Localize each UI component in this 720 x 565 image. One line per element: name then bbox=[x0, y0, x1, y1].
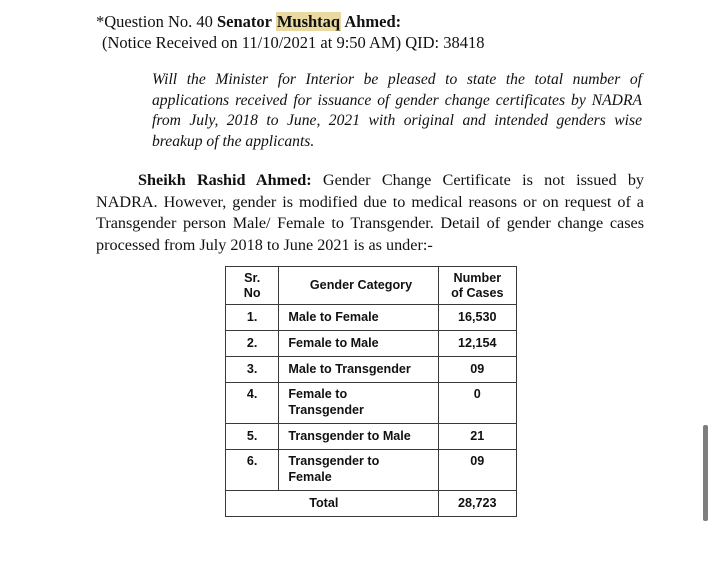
row-cases: 21 bbox=[438, 424, 516, 450]
row-category-line1: Female to bbox=[288, 387, 348, 401]
table-body bbox=[226, 305, 517, 517]
table-row bbox=[226, 331, 517, 357]
quoted-question: Will the Minister for Interior be pleased to state the total number of applications received for issuance of gender change certificates by NADRA from July, 2018 to June, 2021 with original and intended genders wise breakup of the applicants. bbox=[152, 71, 642, 150]
row-sr: 2. bbox=[226, 331, 279, 357]
table-row bbox=[226, 305, 517, 331]
row-category bbox=[279, 450, 438, 491]
header-number-of-cases bbox=[438, 267, 516, 305]
row-sr: 1. bbox=[226, 305, 279, 331]
question-header bbox=[96, 11, 636, 53]
senator-name-suffix: Ahmed: bbox=[341, 12, 402, 31]
row-cases: 0 bbox=[438, 383, 516, 424]
answer-speaker: Sheikh Rashid Ahmed: bbox=[138, 171, 312, 189]
row-cases: 16,530 bbox=[438, 305, 516, 331]
total-cases: 28,723 bbox=[438, 491, 516, 517]
table-head bbox=[226, 267, 517, 305]
row-cases: 09 bbox=[438, 357, 516, 383]
question-number: *Question No. 40 bbox=[96, 12, 217, 31]
row-category-line2: Transgender bbox=[288, 402, 364, 417]
row-category: Female to Male bbox=[279, 331, 438, 357]
row-category: Male to Transgender bbox=[279, 357, 438, 383]
row-category: Transgender to Male bbox=[279, 424, 438, 450]
table-row bbox=[226, 450, 517, 491]
row-category: Male to Female bbox=[279, 305, 438, 331]
header-number-line1: Number bbox=[453, 271, 502, 285]
scrollbar-track[interactable] bbox=[699, 420, 712, 526]
table-row bbox=[226, 357, 517, 383]
scrollbar-thumb[interactable] bbox=[703, 425, 708, 521]
senator-label: Senator bbox=[217, 12, 276, 31]
answer-paragraph bbox=[96, 170, 644, 256]
highlighted-name: Mushtaq bbox=[276, 12, 341, 31]
row-sr: 4. bbox=[226, 383, 279, 424]
table-row bbox=[226, 424, 517, 450]
table-row bbox=[226, 383, 517, 424]
total-label: Total bbox=[226, 491, 439, 517]
row-category-line1: Transgender to bbox=[288, 454, 380, 468]
gender-change-table bbox=[225, 266, 517, 517]
notice-received-line: (Notice Received on 11/10/2021 at 9:50 AM) QID: 38418 bbox=[102, 33, 485, 52]
header-gender-category: Gender Category bbox=[279, 267, 438, 305]
row-category-line2: Female bbox=[288, 469, 332, 484]
row-cases: 09 bbox=[438, 450, 516, 491]
row-sr: 6. bbox=[226, 450, 279, 491]
row-sr: 5. bbox=[226, 424, 279, 450]
header-number-line2: of Cases bbox=[451, 285, 504, 300]
row-sr: 3. bbox=[226, 357, 279, 383]
question-title-line bbox=[96, 11, 636, 32]
row-cases: 12,154 bbox=[438, 331, 516, 357]
answer-body: Gender Change Certificate is not issued by NADRA. However, gender is modified due to medical reasons or on request of a Transgender person Male/ Female to Transgender. Detail of gender change cases processed from July 2018 to June 2021 is as under:- bbox=[96, 171, 645, 254]
header-sr-line2: No bbox=[243, 285, 261, 300]
table-total-row bbox=[226, 491, 517, 517]
table-header-row bbox=[226, 267, 517, 305]
header-sr-line1: Sr. bbox=[244, 271, 261, 285]
gender-change-table-wrapper bbox=[225, 266, 517, 517]
header-sr-no bbox=[226, 267, 279, 305]
row-category bbox=[279, 383, 438, 424]
